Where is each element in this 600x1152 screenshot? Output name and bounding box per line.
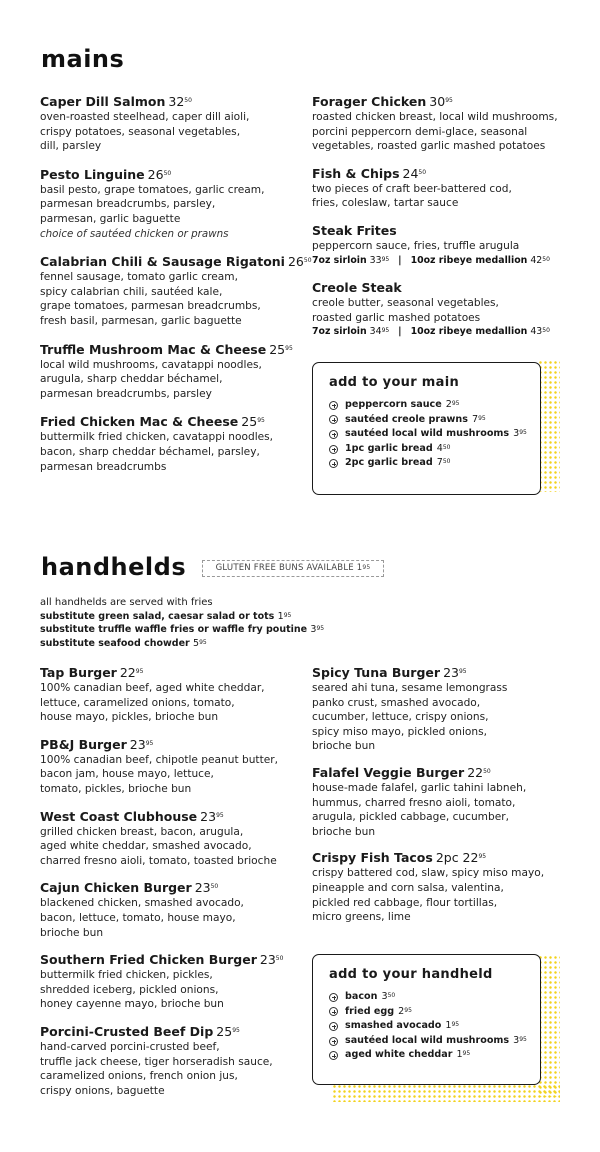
item-name: Forager Chicken [312,94,427,109]
decorative-dot-pattern [332,1084,560,1102]
item-name: Fish & Chips [312,165,400,181]
addon-item: bacon $3^{50}$ [329,990,526,1005]
item-name: Pesto Linguine [40,166,145,182]
menu-item [312,665,574,754]
item-price: 2pc $22^{95}$ [435,850,487,866]
item-description: seared ahi tuna, sesame lemongrass panko crust, smashed avocado, cucumber, lettuce, crispy onions, spicy miso mayo, pickled onions, brioche bun [312,682,508,753]
item-description: buttermilk fried chicken, pickles, shredded iceberg, pickled onions, honey cayenne mayo, brioche bun [40,969,224,1011]
menu-item [40,665,302,725]
item-price: $23^{95}$ [129,736,154,752]
menu-item [40,342,302,402]
gluten-free-badge: GLUTEN FREE BUNS AVAILABLE $1^{95}$ [202,560,384,577]
addon-item: smashed avocado $1^{95}$ [329,1019,526,1034]
item-price: $26^{50}$ [147,166,172,182]
plus-circle-icon [329,415,338,424]
item-name: Southern Fried Chicken Burger [40,952,257,968]
item-note: choice of sautéed chicken or prawns [40,227,229,240]
item-name: Fried Chicken Mac & Cheese [40,414,239,430]
plus-circle-icon [329,1037,338,1046]
item-description: crispy battered cod, slaw, spicy miso mayo, pineapple and corn salsa, valentina, pickled red cabbage, flour tortillas, micro greens, lime [312,867,545,924]
add-to-main-box [312,362,541,495]
item-description: hand-carved porcini-crusted beef, truffle jack cheese, tiger horseradish sauce, caramelized onions, french onion jus, crispy onions, baguette [40,1040,273,1097]
item-description: two pieces of craft beer-battered cod, fries, coleslaw, tartar sauce [312,182,512,210]
item-name: Porcini-Crusted Beef Dip [40,1023,214,1039]
addon-item: fried egg $2^{95}$ [329,1005,526,1020]
menu-item [40,1024,302,1098]
item-description: peppercorn sauce, fries, truffle arugula [312,239,520,252]
item-price: $25^{95}$ [241,414,265,430]
decorative-dot-pattern [538,955,560,1097]
menu-item [40,809,302,869]
item-price: $26^{50}$ [287,254,312,270]
item-name: Falafel Veggie Burger [312,764,465,780]
item-price: $23^{50}$ [194,880,219,896]
add-to-handheld-box [312,954,541,1085]
item-price: $25^{95}$ [269,341,293,357]
item-name: West Coast Clubhouse [40,808,198,824]
item-description: local wild mushrooms, cavatappi noodles, arugula, sharp cheddar béchamel, parmesan breadcrumbs, parsley [40,358,262,400]
item-size-options: 7oz sirloin $33^{95}$ | 10oz ribeye medallion $42^{50}$ [312,254,550,266]
item-name: Crispy Fish Tacos [312,850,433,866]
handhelds-right-column [312,665,574,936]
menu-item [40,737,302,797]
item-price: $22^{50}$ [467,764,491,780]
item-name: Cajun Chicken Burger [40,880,192,896]
item-size-options: 7oz sirloin $34^{95}$ | 10oz ribeye medallion $43^{50}$ [312,326,550,338]
item-price: $23^{95}$ [200,808,224,824]
mains-section-title: mains [41,45,125,73]
item-description: basil pesto, grape tomatoes, garlic cream, parmesan breadcrumbs, parsley, parmesan, garlic baguette [40,183,265,225]
item-description: creole butter, seasonal vegetables, roasted garlic mashed potatoes [312,297,499,324]
addon-title: add to your main [329,375,460,390]
menu-item [40,167,302,241]
item-description: roasted chicken breast, local wild mushrooms, porcini peppercorn demi-glace, seasonal vegetables, roasted garlic mashed potatoes [312,111,558,153]
item-description: oven-roasted steelhead, caper dill aioli, crispy potatoes, seasonal vegetables, dill, parsley [40,111,250,153]
item-price: $25^{95}$ [216,1023,240,1039]
menu-item [40,414,302,474]
addon-item: sautéed local wild mushrooms $3^{95}$ [329,427,526,442]
menu-item [40,952,302,1012]
menu-item [312,280,574,340]
menu-item [312,765,574,839]
item-name: Creole Steak [312,280,402,296]
menu-item [312,223,574,268]
item-description: grilled chicken breast, bacon, arugula, aged white cheddar, smashed avocado, charred fresno aioli, tomato, toasted brioche [40,825,277,867]
plus-circle-icon [329,401,338,410]
menu-item [312,94,574,154]
plus-circle-icon [329,1051,338,1060]
addon-item: sautéed local wild mushrooms $3^{95}$ [329,1034,526,1049]
decorative-dot-pattern [538,360,560,492]
plus-circle-icon [329,993,338,1002]
item-price: $32^{50}$ [168,94,192,109]
menu-item [40,94,302,154]
item-price: $23^{95}$ [443,665,467,680]
item-name: Steak Frites [312,222,397,238]
item-name: Tap Burger [40,665,117,680]
addon-item: peppercorn sauce $2^{95}$ [329,398,526,413]
addon-item: 2pc garlic bread $7^{50}$ [329,456,526,471]
item-name: Truffle Mushroom Mac & Cheese [40,341,267,357]
item-description: blackened chicken, smashed avocado, bacon, lettuce, tomato, house mayo, brioche bun [40,897,244,939]
item-name: Caper Dill Salmon [40,94,166,109]
item-price: $24^{50}$ [402,165,427,181]
item-name: PB&J Burger [40,736,127,752]
item-description: 100% canadian beef, aged white cheddar, lettuce, caramelized onions, tomato, house mayo, pickles, brioche bun [40,682,265,724]
mains-left-column [40,94,312,487]
addon-item: sautéed creole prawns $7^{95}$ [329,413,526,428]
plus-circle-icon [329,459,338,468]
substitution-option: substitute truffle waffle fries or waffle fry poutine $3^{95}$ [40,624,325,635]
addon-item: aged white cheddar $1^{95}$ [329,1048,526,1063]
handhelds-section-title: handhelds [41,553,187,581]
menu-item [312,850,574,924]
plus-circle-icon [329,1022,338,1031]
item-price: $22^{95}$ [119,665,144,680]
item-description: fennel sausage, tomato garlic cream, spicy calabrian chili, sautéed kale, grape tomatoes, parmesan breadcrumbs, fresh basil, parmesan, garlic baguette [40,271,261,327]
served-with-note: all handhelds are served with fries [40,597,213,608]
item-price: $23^{50}$ [259,952,284,968]
item-price: $30^{95}$ [429,94,453,109]
substitution-option: substitute seafood chowder $5^{95}$ [40,637,207,649]
plus-circle-icon [329,1007,338,1016]
menu-item [40,880,302,940]
addon-title: add to your handheld [329,967,493,982]
plus-circle-icon [329,430,338,439]
menu-item [40,254,312,328]
item-name: Spicy Tuna Burger [312,665,441,680]
menu-item [312,166,574,211]
item-name: Calabrian Chili & Sausage Rigatoni [40,254,285,270]
handhelds-left-column [40,665,302,1110]
handhelds-intro [40,596,360,650]
mains-right-column [312,94,574,352]
item-description: buttermilk fried chicken, cavatappi noodles, bacon, sharp cheddar béchamel, parsley, parmesan breadcrumbs [40,431,274,473]
item-description: house-made falafel, garlic tahini labneh, hummus, charred fresno aioli, tomato, arugula, pickled cabbage, cucumber, brioche bun [312,781,527,838]
plus-circle-icon [329,445,338,454]
item-description: 100% canadian beef, chipotle peanut butter, bacon jam, house mayo, lettuce, tomato, pickles, brioche bun [40,753,278,795]
addon-item: 1pc garlic bread $4^{50}$ [329,442,526,457]
substitution-option: substitute green salad, caesar salad or tots $1^{95}$ [40,610,292,622]
